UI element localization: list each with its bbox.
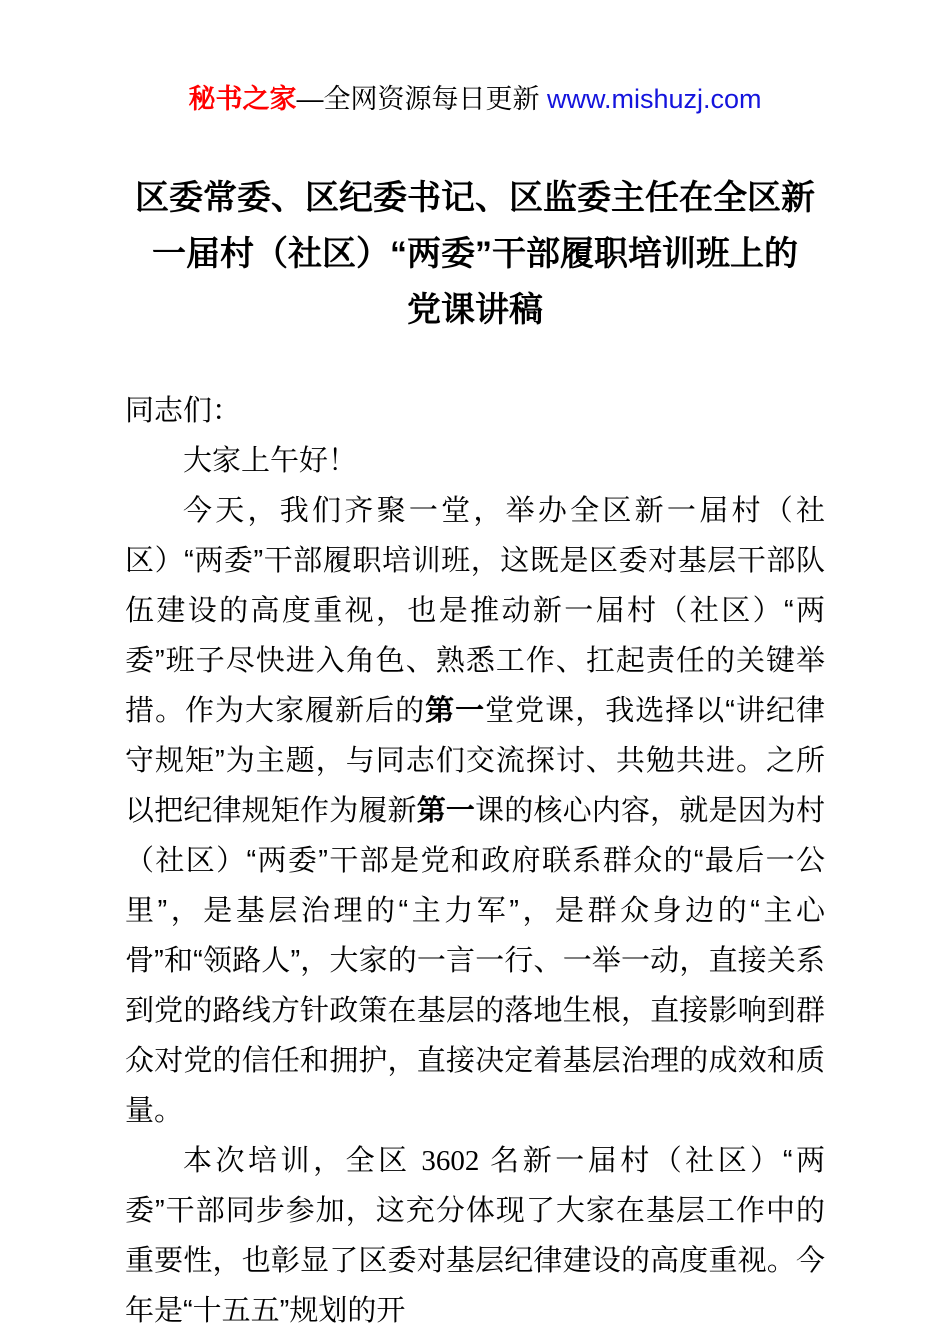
paragraph xyxy=(125,386,825,436)
emphasis-text-run: 第一 xyxy=(425,695,486,727)
emphasis-text-run: 第一 xyxy=(416,795,476,827)
text-run: 名新一届村（社区）“两委”干部同步参加，这充分体现了大家在基层工作中的重要性，也彰显了区委对基层纪律建设的高度重视。今年是“十五五”规划的开 xyxy=(125,1145,825,1327)
text-run: 3602 xyxy=(410,1145,491,1177)
paragraph xyxy=(125,486,825,1136)
document-body xyxy=(125,386,825,1336)
header-tagline: —全网资源每日更新 xyxy=(296,84,547,114)
text-run: 本次培训，全区 xyxy=(183,1145,411,1177)
text-run: 大家上午好！ xyxy=(183,445,358,477)
document-title xyxy=(122,170,828,338)
text-run: 堂党课，我选择以“讲纪律守规矩”为主题，与同志们交流探讨、共勉共进。之所以把纪律规矩作为履新 xyxy=(125,695,825,827)
text-run: 课的核心内容，就是因为村（社区）“两委”干部是党和政府联系群众的“最后一公里”，是基层治理的“主力军”，是群众身边的“主心骨”和“领路人”，大家的一言一行、一举一动，直接关系到党的路线方针政策在基层的落地生根，直接影响到群众对党的信任和拥护，直接决定着基层治理的成效和质量。 xyxy=(125,795,825,1127)
site-url-link[interactable]: www.mishuzj.com xyxy=(546,84,762,114)
title-line: 党课讲稿 xyxy=(407,291,543,329)
title-line: 区委常委、区纪委书记、区监委主任在全区新 xyxy=(135,179,815,217)
text-run: 今天，我们齐聚一堂，举办全区新一届村（社区）“两委”干部履职培训班，这既是区委对基层干部队伍建设的高度重视，也是推动新一届村（社区）“两委”班子尽快进入角色、熟悉工作、扛起责任的关键举措。作为大家履新后的 xyxy=(125,495,825,727)
paragraph xyxy=(125,436,825,486)
site-header xyxy=(0,0,950,120)
brand-name: 秘书之家 xyxy=(188,84,297,114)
paragraph xyxy=(125,1136,825,1336)
text-run: 同志们： xyxy=(125,395,242,427)
title-line: 一届村（社区）“两委”干部履职培训班上的 xyxy=(152,235,798,273)
